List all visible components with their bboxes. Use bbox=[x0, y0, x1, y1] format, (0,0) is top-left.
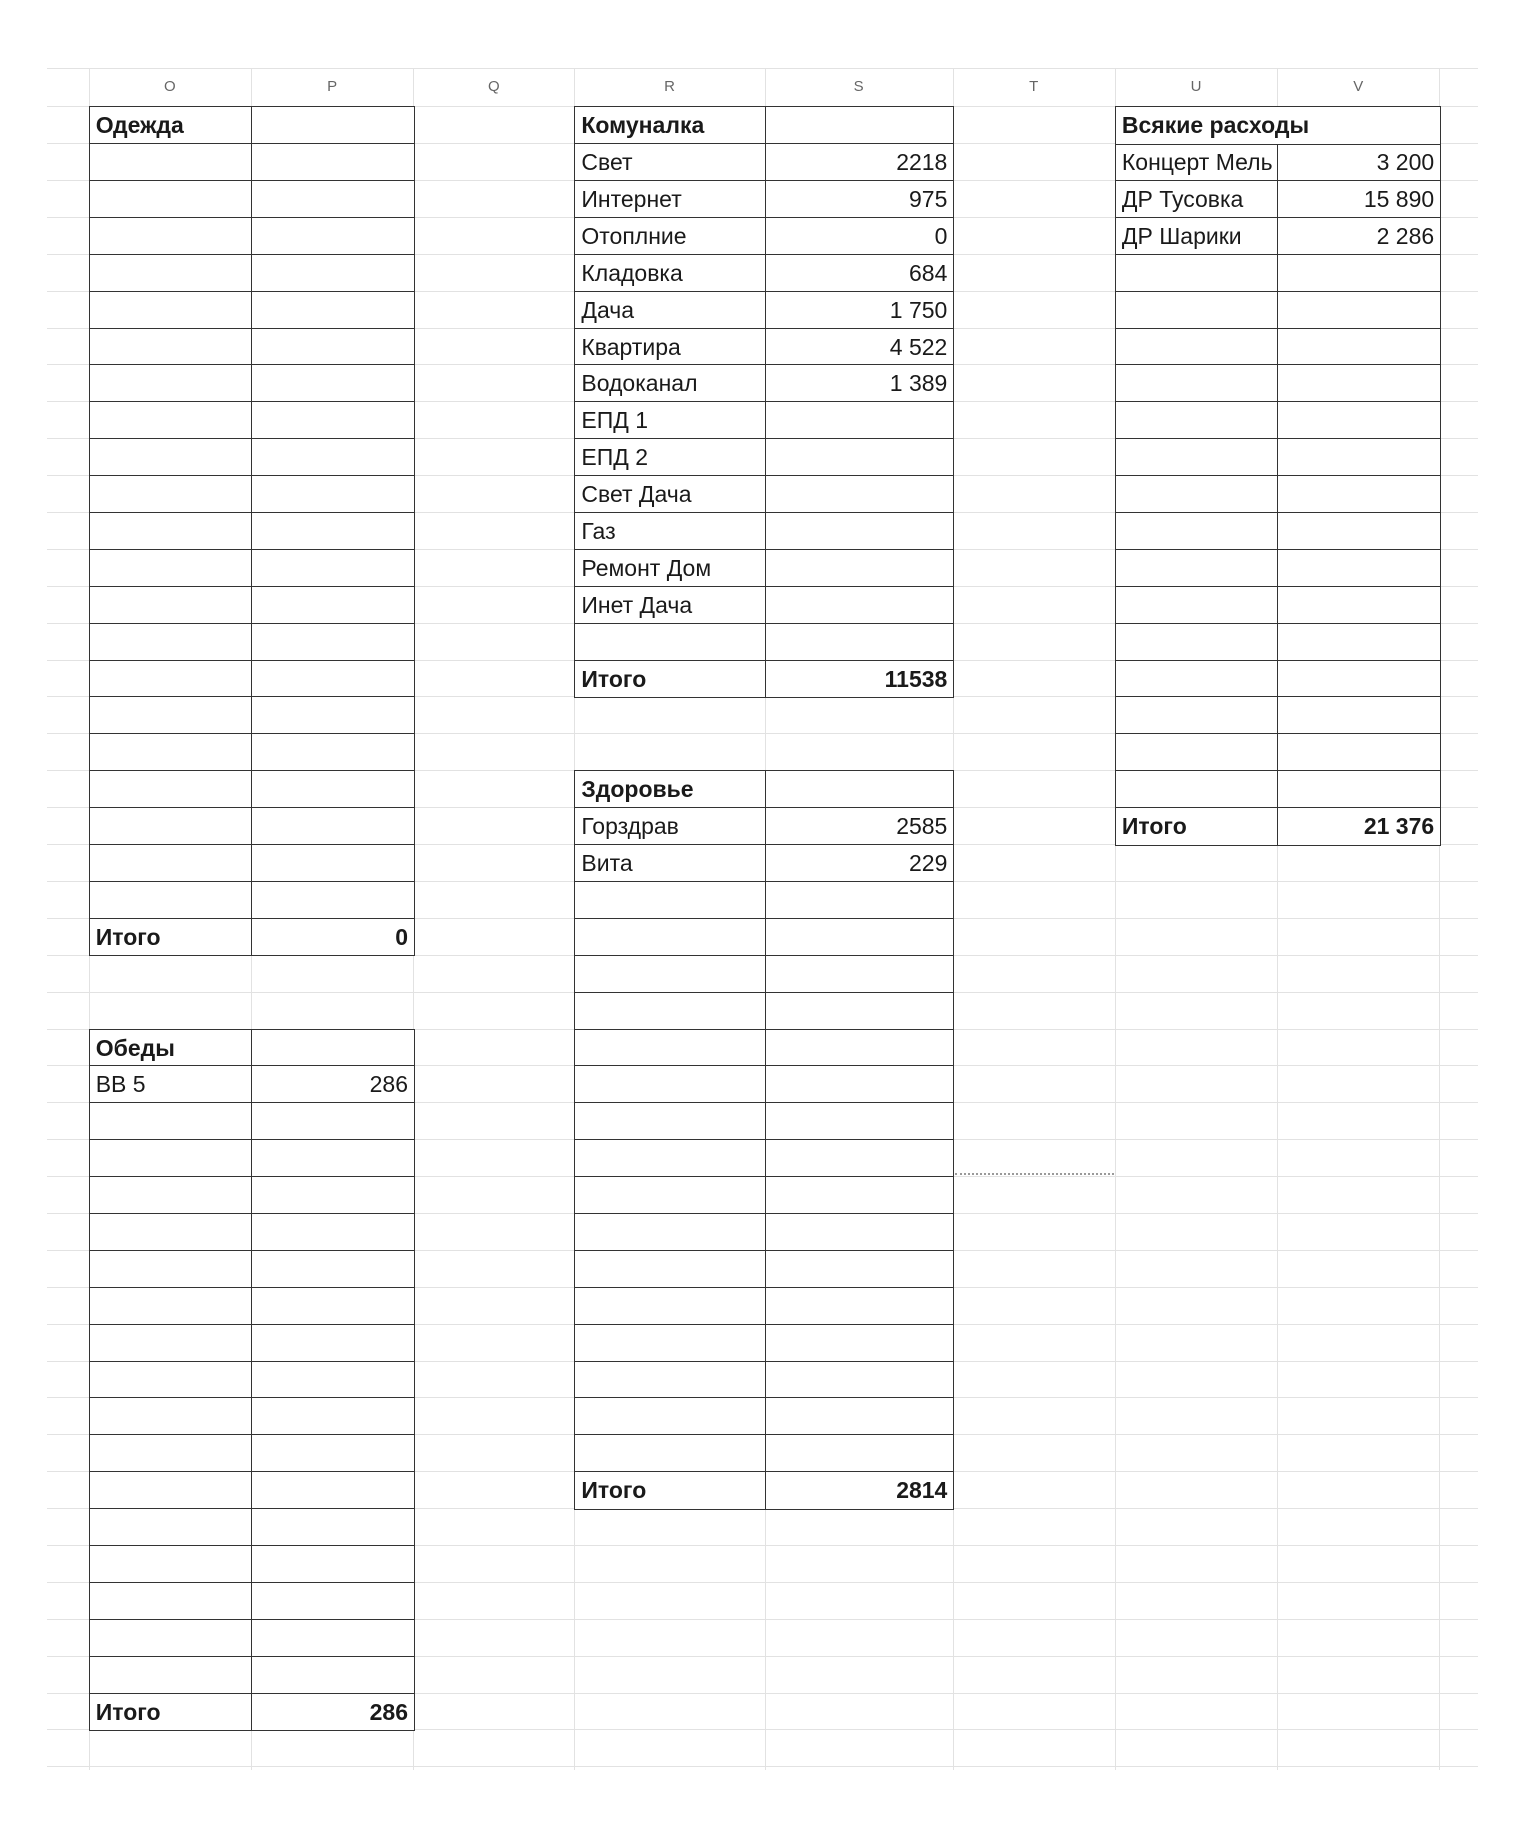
empty-cell[interactable] bbox=[89, 1471, 253, 1510]
empty-cell[interactable] bbox=[251, 364, 415, 403]
lunches-total-value[interactable]: 286 bbox=[251, 1693, 415, 1732]
empty-cell[interactable] bbox=[574, 623, 766, 662]
empty-cell[interactable] bbox=[251, 733, 415, 772]
clothes-total-value[interactable]: 0 bbox=[251, 918, 415, 957]
misc-total-label[interactable]: Итого bbox=[1115, 807, 1279, 846]
table-row-value[interactable]: 2 286 bbox=[1277, 217, 1441, 256]
empty-cell[interactable] bbox=[765, 918, 955, 957]
empty-cell[interactable] bbox=[574, 1361, 766, 1400]
health-title-value-cell[interactable] bbox=[765, 770, 955, 809]
health-total-label[interactable]: Итого bbox=[574, 1471, 766, 1510]
empty-cell[interactable] bbox=[89, 844, 253, 883]
empty-cell[interactable] bbox=[1115, 696, 1279, 735]
empty-cell[interactable] bbox=[1115, 586, 1279, 625]
empty-cell[interactable] bbox=[765, 955, 955, 994]
table-row-label[interactable]: Водоканал bbox=[574, 364, 766, 403]
table-row-label[interactable]: ДР Тусовка bbox=[1115, 180, 1279, 219]
empty-cell[interactable] bbox=[1115, 623, 1279, 662]
empty-cell[interactable] bbox=[251, 660, 415, 699]
table-row-value[interactable]: 2218 bbox=[765, 143, 955, 182]
empty-cell[interactable] bbox=[1115, 291, 1279, 330]
empty-cell[interactable] bbox=[89, 733, 253, 772]
empty-cell[interactable] bbox=[251, 1176, 415, 1215]
column-header-v[interactable]: V bbox=[1353, 77, 1364, 95]
misc-title[interactable]: Всякие расходы bbox=[1115, 106, 1441, 145]
table-row-label[interactable]: Свет bbox=[574, 143, 766, 182]
empty-cell[interactable] bbox=[251, 1139, 415, 1178]
empty-cell[interactable] bbox=[251, 586, 415, 625]
empty-cell[interactable] bbox=[251, 401, 415, 440]
empty-cell[interactable] bbox=[765, 1029, 955, 1068]
table-row-value[interactable]: 684 bbox=[765, 254, 955, 293]
empty-cell[interactable] bbox=[1115, 512, 1279, 551]
table-row-label[interactable]: ЕПД 1 bbox=[574, 401, 766, 440]
empty-cell[interactable] bbox=[574, 1250, 766, 1289]
table-row-value[interactable] bbox=[765, 586, 955, 625]
empty-cell[interactable] bbox=[251, 1434, 415, 1473]
page-break-marker bbox=[955, 1173, 1114, 1175]
empty-cell[interactable] bbox=[89, 660, 253, 699]
empty-cell[interactable] bbox=[89, 1250, 253, 1289]
column-header-r[interactable]: R bbox=[664, 77, 675, 95]
empty-cell[interactable] bbox=[251, 1471, 415, 1510]
table-row-label[interactable]: Горздрав bbox=[574, 807, 766, 846]
empty-cell[interactable] bbox=[89, 1176, 253, 1215]
empty-cell[interactable] bbox=[89, 1508, 253, 1547]
empty-cell[interactable] bbox=[251, 1582, 415, 1621]
empty-cell[interactable] bbox=[251, 328, 415, 367]
utilities-total-label[interactable]: Итого bbox=[574, 660, 766, 699]
empty-cell[interactable] bbox=[89, 254, 253, 293]
table-row-label[interactable]: Кладовка bbox=[574, 254, 766, 293]
column-header-s[interactable]: S bbox=[853, 77, 864, 95]
empty-cell[interactable] bbox=[765, 1287, 955, 1326]
table-row-label[interactable]: Ремонт Дом bbox=[574, 549, 766, 588]
empty-cell[interactable] bbox=[89, 1102, 253, 1141]
table-row-label[interactable]: ДР Шарики bbox=[1115, 217, 1279, 256]
empty-cell[interactable] bbox=[251, 254, 415, 293]
column-header-q[interactable]: Q bbox=[487, 77, 500, 95]
empty-cell[interactable] bbox=[251, 217, 415, 256]
lunches-title-value-cell[interactable] bbox=[251, 1029, 415, 1068]
empty-cell[interactable] bbox=[251, 549, 415, 588]
empty-cell[interactable] bbox=[251, 1619, 415, 1658]
empty-cell[interactable] bbox=[1277, 586, 1441, 625]
empty-cell[interactable] bbox=[89, 1397, 253, 1436]
empty-cell[interactable] bbox=[1277, 401, 1441, 440]
misc-total-value[interactable]: 21 376 bbox=[1277, 807, 1441, 846]
table-row-label[interactable]: Вита bbox=[574, 844, 766, 883]
empty-cell[interactable] bbox=[89, 180, 253, 219]
utilities-total-value[interactable]: 11538 bbox=[765, 660, 955, 699]
empty-cell[interactable] bbox=[574, 1287, 766, 1326]
empty-cell[interactable] bbox=[89, 1324, 253, 1363]
empty-cell[interactable] bbox=[1277, 512, 1441, 551]
table-row-label[interactable]: Концерт Мель bbox=[1115, 143, 1279, 182]
table-row-value[interactable]: 15 890 bbox=[1277, 180, 1441, 219]
empty-cell[interactable] bbox=[1115, 549, 1279, 588]
empty-cell[interactable] bbox=[574, 1065, 766, 1104]
empty-cell[interactable] bbox=[574, 1434, 766, 1473]
empty-cell[interactable] bbox=[765, 1102, 955, 1141]
table-row-label[interactable]: Дача bbox=[574, 291, 766, 330]
empty-cell[interactable] bbox=[89, 401, 253, 440]
empty-cell[interactable] bbox=[765, 1213, 955, 1252]
empty-cell[interactable] bbox=[89, 364, 253, 403]
empty-cell[interactable] bbox=[574, 1102, 766, 1141]
empty-cell[interactable] bbox=[1277, 770, 1441, 809]
empty-cell[interactable] bbox=[574, 918, 766, 957]
empty-cell[interactable] bbox=[251, 1213, 415, 1252]
table-row-value[interactable] bbox=[765, 401, 955, 440]
empty-cell[interactable] bbox=[251, 1250, 415, 1289]
table-row-label[interactable]: Отоплние bbox=[574, 217, 766, 256]
empty-cell[interactable] bbox=[89, 143, 253, 182]
empty-cell[interactable] bbox=[89, 217, 253, 256]
empty-cell[interactable] bbox=[89, 328, 253, 367]
empty-cell[interactable] bbox=[1115, 770, 1279, 809]
empty-cell[interactable] bbox=[1115, 660, 1279, 699]
table-row-label[interactable]: Интернет bbox=[574, 180, 766, 219]
empty-cell[interactable] bbox=[765, 1176, 955, 1215]
table-row-value[interactable]: 1 389 bbox=[765, 364, 955, 403]
empty-cell[interactable] bbox=[251, 291, 415, 330]
column-header-t[interactable]: T bbox=[1029, 77, 1039, 95]
empty-cell[interactable] bbox=[251, 696, 415, 735]
utilities-title[interactable]: Комуналка bbox=[574, 106, 766, 145]
empty-cell[interactable] bbox=[1277, 660, 1441, 699]
empty-cell[interactable] bbox=[1115, 254, 1279, 293]
table-row-value[interactable]: 229 bbox=[765, 844, 955, 883]
column-header-o[interactable]: O bbox=[164, 77, 176, 95]
empty-cell[interactable] bbox=[89, 881, 253, 920]
table-row-value[interactable]: 4 522 bbox=[765, 328, 955, 367]
empty-cell[interactable] bbox=[89, 1619, 253, 1658]
empty-cell[interactable] bbox=[574, 1213, 766, 1252]
empty-cell[interactable] bbox=[765, 992, 955, 1031]
empty-cell[interactable] bbox=[89, 512, 253, 551]
column-header-u[interactable]: U bbox=[1190, 77, 1202, 95]
empty-cell[interactable] bbox=[1277, 623, 1441, 662]
empty-cell[interactable] bbox=[89, 586, 253, 625]
table-row-value[interactable]: 975 bbox=[765, 180, 955, 219]
empty-cell[interactable] bbox=[251, 1102, 415, 1141]
empty-cell[interactable] bbox=[251, 881, 415, 920]
clothes-title-value-cell[interactable] bbox=[251, 106, 415, 145]
empty-cell[interactable] bbox=[89, 1361, 253, 1400]
empty-cell[interactable] bbox=[765, 1324, 955, 1363]
empty-cell[interactable] bbox=[251, 807, 415, 846]
empty-cell[interactable] bbox=[574, 1139, 766, 1178]
empty-cell[interactable] bbox=[251, 475, 415, 514]
empty-cell[interactable] bbox=[251, 143, 415, 182]
empty-cell[interactable] bbox=[1115, 328, 1279, 367]
health-title[interactable]: Здоровье bbox=[574, 770, 766, 809]
empty-cell[interactable] bbox=[1277, 364, 1441, 403]
empty-cell[interactable] bbox=[251, 770, 415, 809]
table-row-value[interactable] bbox=[765, 512, 955, 551]
empty-cell[interactable] bbox=[251, 512, 415, 551]
table-row-value[interactable] bbox=[765, 475, 955, 514]
empty-cell[interactable] bbox=[1277, 291, 1441, 330]
empty-cell[interactable] bbox=[89, 1656, 253, 1695]
empty-cell[interactable] bbox=[765, 1434, 955, 1473]
empty-cell[interactable] bbox=[1277, 254, 1441, 293]
table-row-label[interactable]: Квартира bbox=[574, 328, 766, 367]
empty-cell[interactable] bbox=[574, 1397, 766, 1436]
empty-cell[interactable] bbox=[574, 1324, 766, 1363]
empty-cell[interactable] bbox=[1277, 438, 1441, 477]
empty-cell[interactable] bbox=[89, 438, 253, 477]
empty-cell[interactable] bbox=[89, 1287, 253, 1326]
empty-cell[interactable] bbox=[89, 1139, 253, 1178]
empty-cell[interactable] bbox=[89, 475, 253, 514]
utilities-title-value-cell[interactable] bbox=[765, 106, 955, 145]
empty-cell[interactable] bbox=[1115, 475, 1279, 514]
empty-cell[interactable] bbox=[1115, 733, 1279, 772]
empty-cell[interactable] bbox=[251, 1287, 415, 1326]
empty-cell[interactable] bbox=[765, 1139, 955, 1178]
empty-cell[interactable] bbox=[251, 1508, 415, 1547]
empty-cell[interactable] bbox=[251, 1397, 415, 1436]
empty-cell[interactable] bbox=[765, 1397, 955, 1436]
empty-cell[interactable] bbox=[89, 623, 253, 662]
empty-cell[interactable] bbox=[89, 696, 253, 735]
empty-cell[interactable] bbox=[574, 992, 766, 1031]
empty-cell[interactable] bbox=[1115, 364, 1279, 403]
table-row-value[interactable] bbox=[765, 438, 955, 477]
empty-cell[interactable] bbox=[1115, 438, 1279, 477]
empty-cell[interactable] bbox=[1115, 401, 1279, 440]
empty-cell[interactable] bbox=[251, 623, 415, 662]
empty-cell[interactable] bbox=[251, 1545, 415, 1584]
table-row-value[interactable]: 286 bbox=[251, 1065, 415, 1104]
table-row-label[interactable]: Свет Дача bbox=[574, 475, 766, 514]
empty-cell[interactable] bbox=[574, 1029, 766, 1068]
empty-cell[interactable] bbox=[1277, 549, 1441, 588]
table-row-value[interactable]: 3 200 bbox=[1277, 143, 1441, 182]
table-row-label[interactable]: Газ bbox=[574, 512, 766, 551]
empty-cell[interactable] bbox=[765, 1250, 955, 1289]
lunches-total-label[interactable]: Итого bbox=[89, 1693, 253, 1732]
lunches-title[interactable]: Обеды bbox=[89, 1029, 253, 1068]
table-row-value[interactable] bbox=[765, 549, 955, 588]
table-row-value[interactable]: 2585 bbox=[765, 807, 955, 846]
empty-cell[interactable] bbox=[765, 881, 955, 920]
empty-cell[interactable] bbox=[251, 438, 415, 477]
table-row-value[interactable]: 0 bbox=[765, 217, 955, 256]
clothes-total-label[interactable]: Итого bbox=[89, 918, 253, 957]
empty-cell[interactable] bbox=[89, 1434, 253, 1473]
empty-cell[interactable] bbox=[251, 1324, 415, 1363]
clothes-title[interactable]: Одежда bbox=[89, 106, 253, 145]
empty-cell[interactable] bbox=[89, 1582, 253, 1621]
empty-cell[interactable] bbox=[574, 955, 766, 994]
empty-cell[interactable] bbox=[251, 1361, 415, 1400]
empty-cell[interactable] bbox=[1277, 733, 1441, 772]
empty-cell[interactable] bbox=[89, 1213, 253, 1252]
empty-cell[interactable] bbox=[1277, 696, 1441, 735]
empty-cell[interactable] bbox=[89, 770, 253, 809]
empty-cell[interactable] bbox=[89, 1545, 253, 1584]
table-row-label[interactable]: ВВ 5 bbox=[89, 1065, 253, 1104]
empty-cell[interactable] bbox=[765, 1065, 955, 1104]
empty-cell[interactable] bbox=[89, 549, 253, 588]
table-row-label[interactable]: Инет Дача bbox=[574, 586, 766, 625]
empty-cell[interactable] bbox=[89, 807, 253, 846]
empty-cell[interactable] bbox=[1277, 475, 1441, 514]
empty-cell[interactable] bbox=[1277, 328, 1441, 367]
empty-cell[interactable] bbox=[251, 844, 415, 883]
empty-cell[interactable] bbox=[251, 1656, 415, 1695]
table-row-label[interactable]: ЕПД 2 bbox=[574, 438, 766, 477]
table-row-value[interactable]: 1 750 bbox=[765, 291, 955, 330]
empty-cell[interactable] bbox=[574, 1176, 766, 1215]
empty-cell[interactable] bbox=[765, 623, 955, 662]
column-header-p[interactable]: P bbox=[327, 77, 338, 95]
empty-cell[interactable] bbox=[251, 180, 415, 219]
empty-cell[interactable] bbox=[765, 1361, 955, 1400]
health-total-value[interactable]: 2814 bbox=[765, 1471, 955, 1510]
gridline-row bbox=[47, 1766, 1478, 1767]
empty-cell[interactable] bbox=[574, 881, 766, 920]
empty-cell[interactable] bbox=[89, 291, 253, 330]
